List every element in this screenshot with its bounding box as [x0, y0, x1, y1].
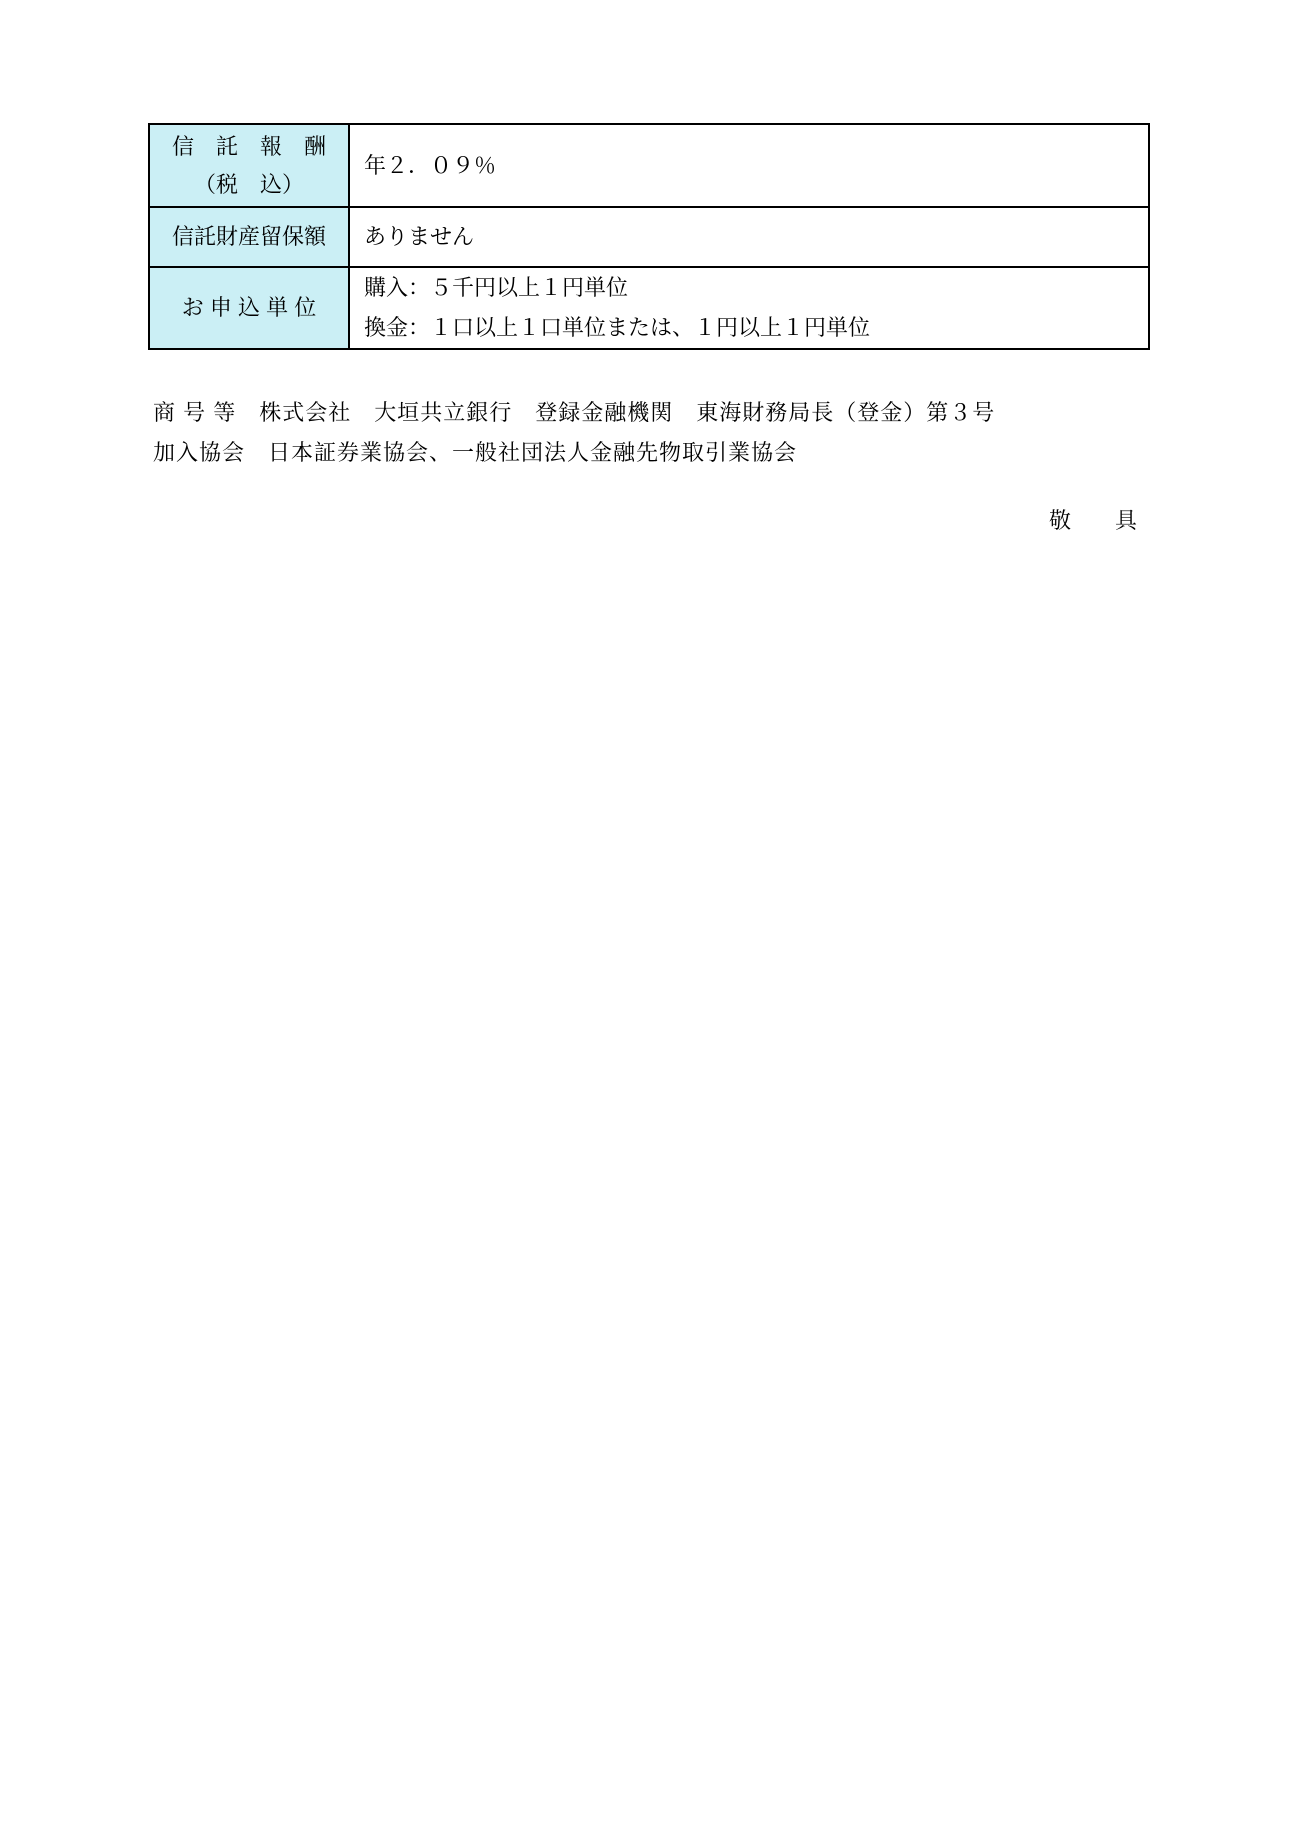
row-header-label: （税 込） — [193, 171, 304, 197]
row-header-trust-fee — [149, 124, 349, 207]
redemption-unit-value: 換金：１口以上１口単位または、１円以上１円単位 — [364, 315, 871, 340]
fund-info-table — [148, 123, 1150, 350]
company-registration-line: 商 号 等 株式会社 大垣共立銀行 登録金融機関 東海財務局長（登金）第３号 — [153, 400, 996, 425]
retention-amount-value: ありません — [364, 224, 475, 249]
trust-fee-value: 年２．０９％ — [364, 152, 497, 178]
row-header-label: 信託財産留保額 — [171, 224, 326, 249]
trust-fee-value-cell — [349, 124, 1149, 207]
registration-info-block — [153, 393, 1153, 473]
row-header-application-unit — [149, 267, 349, 349]
row-header-label: 信 託 報 酬 — [171, 133, 326, 159]
row-header-retention-amount — [149, 207, 349, 267]
table-row — [149, 207, 1149, 267]
table-row — [149, 124, 1149, 207]
row-header-label: お 申 込 単 位 — [181, 295, 317, 320]
closing-salutation: 敬 具 — [1048, 508, 1137, 533]
purchase-unit-value: 購入：５千円以上１円単位 — [364, 275, 629, 300]
table-row — [149, 267, 1149, 349]
association-memberships-line: 加入協会 日本証券業協会、一般社団法人金融先物取引業協会 — [153, 440, 798, 465]
application-unit-value-cell — [349, 267, 1149, 349]
retention-amount-value-cell — [349, 207, 1149, 267]
